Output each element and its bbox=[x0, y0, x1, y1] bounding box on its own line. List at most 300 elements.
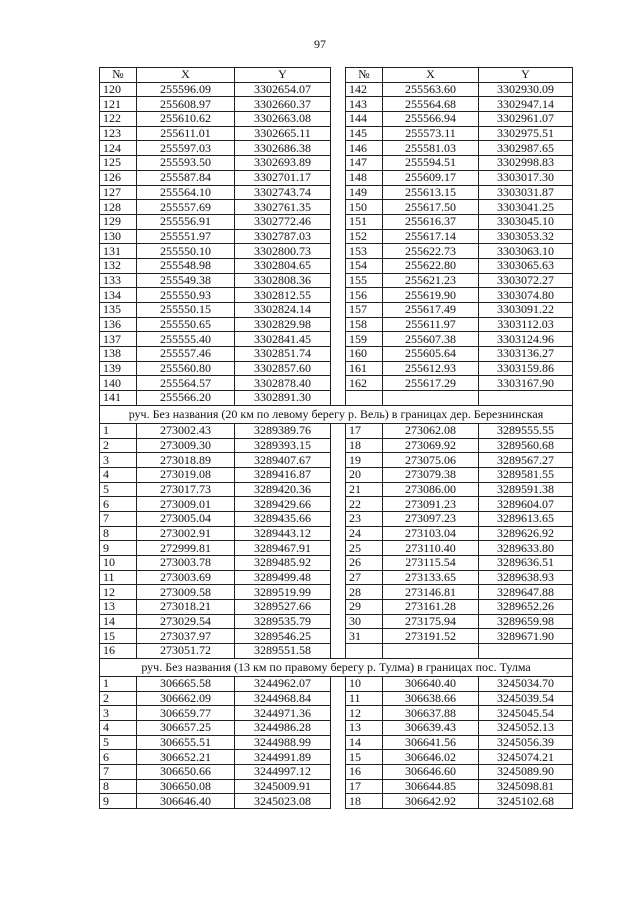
x-coordinate-right: 273115.54 bbox=[383, 556, 479, 571]
point-number: 126 bbox=[100, 170, 137, 185]
y-coordinate: 3302812.55 bbox=[235, 288, 331, 303]
column-gap bbox=[331, 556, 346, 571]
x-coordinate: 255550.15 bbox=[137, 303, 235, 318]
y-coordinate-right: 3289604.07 bbox=[479, 497, 573, 512]
x-coordinate-right: 255581.03 bbox=[383, 141, 479, 156]
x-coordinate-right: 255617.14 bbox=[383, 229, 479, 244]
y-coordinate: 3302787.03 bbox=[235, 229, 331, 244]
point-number-right: 26 bbox=[346, 556, 383, 571]
table-row bbox=[100, 794, 573, 809]
table-row bbox=[100, 691, 573, 706]
y-coordinate: 3302686.38 bbox=[235, 141, 331, 156]
point-number: 132 bbox=[100, 258, 137, 273]
y-coordinate: 3302665.11 bbox=[235, 126, 331, 141]
y-coordinate-right: 3303053.32 bbox=[479, 229, 573, 244]
y-coordinate-right: 3303072.27 bbox=[479, 273, 573, 288]
column-gap bbox=[331, 706, 346, 721]
y-coordinate-right bbox=[479, 644, 573, 659]
y-coordinate-right: 3245034.70 bbox=[479, 676, 573, 691]
column-gap bbox=[331, 288, 346, 303]
point-number-right: 21 bbox=[346, 482, 383, 497]
column-gap bbox=[331, 229, 346, 244]
point-number-right: 24 bbox=[346, 526, 383, 541]
table-row bbox=[100, 332, 573, 347]
y-coordinate: 3289535.79 bbox=[235, 614, 331, 629]
y-coordinate: 3289499.48 bbox=[235, 570, 331, 585]
x-coordinate-right: 255617.49 bbox=[383, 303, 479, 318]
x-coordinate: 273051.72 bbox=[137, 644, 235, 659]
header-x: X bbox=[137, 68, 235, 83]
point-number: 123 bbox=[100, 126, 137, 141]
x-coordinate: 272999.81 bbox=[137, 541, 235, 556]
x-coordinate: 273009.30 bbox=[137, 438, 235, 453]
point-number: 5 bbox=[100, 482, 137, 497]
table-row bbox=[100, 629, 573, 644]
x-coordinate-right: 306640.40 bbox=[383, 676, 479, 691]
x-coordinate: 255593.50 bbox=[137, 156, 235, 171]
y-coordinate: 3302878.40 bbox=[235, 376, 331, 391]
section-title-row bbox=[100, 658, 573, 676]
point-number-right: 155 bbox=[346, 273, 383, 288]
y-coordinate: 3289527.66 bbox=[235, 600, 331, 615]
table-row bbox=[100, 482, 573, 497]
y-coordinate-right: 3303124.96 bbox=[479, 332, 573, 347]
point-number-right: 22 bbox=[346, 497, 383, 512]
column-gap bbox=[331, 541, 346, 556]
column-gap bbox=[331, 68, 346, 83]
x-coordinate-right: 273097.23 bbox=[383, 511, 479, 526]
point-number-right: 149 bbox=[346, 185, 383, 200]
point-number-right: 154 bbox=[346, 258, 383, 273]
x-coordinate: 273003.78 bbox=[137, 556, 235, 571]
column-gap bbox=[331, 97, 346, 112]
column-gap bbox=[331, 438, 346, 453]
page-number: 97 bbox=[314, 37, 326, 51]
y-coordinate-right: 3289591.38 bbox=[479, 482, 573, 497]
y-coordinate-right: 3245045.54 bbox=[479, 706, 573, 721]
x-coordinate: 306655.51 bbox=[137, 735, 235, 750]
table-row bbox=[100, 317, 573, 332]
y-coordinate: 3244968.84 bbox=[235, 691, 331, 706]
table-row bbox=[100, 126, 573, 141]
point-number: 124 bbox=[100, 141, 137, 156]
point-number: 2 bbox=[100, 691, 137, 706]
column-gap bbox=[331, 112, 346, 127]
table-row bbox=[100, 258, 573, 273]
x-coordinate-right: 255616.37 bbox=[383, 214, 479, 229]
y-coordinate-right: 3303045.10 bbox=[479, 214, 573, 229]
point-number-right: 31 bbox=[346, 629, 383, 644]
point-number: 2 bbox=[100, 438, 137, 453]
y-coordinate-right: 3289560.68 bbox=[479, 438, 573, 453]
y-coordinate-right: 3302961.07 bbox=[479, 112, 573, 127]
table-header-row bbox=[100, 68, 573, 83]
section-title-row bbox=[100, 405, 573, 423]
x-coordinate: 255557.69 bbox=[137, 200, 235, 215]
x-coordinate: 273002.91 bbox=[137, 526, 235, 541]
x-coordinate-right: 255617.50 bbox=[383, 200, 479, 215]
x-coordinate: 273018.89 bbox=[137, 453, 235, 468]
x-coordinate: 306665.58 bbox=[137, 676, 235, 691]
point-number-right bbox=[346, 644, 383, 659]
x-coordinate: 306657.25 bbox=[137, 720, 235, 735]
y-coordinate-right: 3303074.80 bbox=[479, 288, 573, 303]
column-gap bbox=[331, 794, 346, 809]
point-number-right: 143 bbox=[346, 97, 383, 112]
x-coordinate-right: 273062.08 bbox=[383, 423, 479, 438]
x-coordinate: 273009.58 bbox=[137, 585, 235, 600]
x-coordinate-right: 255594.51 bbox=[383, 156, 479, 171]
x-coordinate-right: 255564.68 bbox=[383, 97, 479, 112]
table-row bbox=[100, 391, 573, 406]
y-coordinate: 3302891.30 bbox=[235, 391, 331, 406]
point-number: 128 bbox=[100, 200, 137, 215]
table-row bbox=[100, 764, 573, 779]
x-coordinate: 255548.98 bbox=[137, 258, 235, 273]
point-number: 130 bbox=[100, 229, 137, 244]
table-row bbox=[100, 185, 573, 200]
point-number: 137 bbox=[100, 332, 137, 347]
point-number: 6 bbox=[100, 497, 137, 512]
x-coordinate: 255597.03 bbox=[137, 141, 235, 156]
y-coordinate-right: 3303112.03 bbox=[479, 317, 573, 332]
point-number-right: 162 bbox=[346, 376, 383, 391]
x-coordinate-right: 255622.80 bbox=[383, 258, 479, 273]
y-coordinate: 3302800.73 bbox=[235, 244, 331, 259]
column-gap bbox=[331, 735, 346, 750]
y-coordinate: 3302857.60 bbox=[235, 361, 331, 376]
column-gap bbox=[331, 644, 346, 659]
table-row bbox=[100, 112, 573, 127]
point-number: 135 bbox=[100, 303, 137, 318]
y-coordinate: 3289485.92 bbox=[235, 556, 331, 571]
x-coordinate-right: 255613.15 bbox=[383, 185, 479, 200]
x-coordinate-right: 255566.94 bbox=[383, 112, 479, 127]
point-number: 15 bbox=[100, 629, 137, 644]
column-gap bbox=[331, 600, 346, 615]
section-title: руч. Без названия (13 км по правому берегу р. Тулма) в границах пос. Тулма bbox=[100, 658, 573, 676]
point-number-right: 14 bbox=[346, 735, 383, 750]
y-coordinate-right: 3303091.22 bbox=[479, 303, 573, 318]
table-row bbox=[100, 644, 573, 659]
point-number: 9 bbox=[100, 794, 137, 809]
column-gap bbox=[331, 332, 346, 347]
column-gap bbox=[331, 126, 346, 141]
x-coordinate-right: 273191.52 bbox=[383, 629, 479, 644]
y-coordinate-right: 3303041.25 bbox=[479, 200, 573, 215]
point-number: 133 bbox=[100, 273, 137, 288]
x-coordinate: 306646.40 bbox=[137, 794, 235, 809]
y-coordinate: 3302654.07 bbox=[235, 82, 331, 97]
y-coordinate-right: 3302975.51 bbox=[479, 126, 573, 141]
x-coordinate-right: 255605.64 bbox=[383, 347, 479, 362]
table-row bbox=[100, 750, 573, 765]
column-gap bbox=[331, 156, 346, 171]
y-coordinate: 3289435.66 bbox=[235, 511, 331, 526]
point-number-right: 158 bbox=[346, 317, 383, 332]
y-coordinate: 3289443.12 bbox=[235, 526, 331, 541]
point-number-right: 150 bbox=[346, 200, 383, 215]
x-coordinate: 255611.01 bbox=[137, 126, 235, 141]
y-coordinate: 3302693.89 bbox=[235, 156, 331, 171]
point-number: 7 bbox=[100, 511, 137, 526]
table-row bbox=[100, 438, 573, 453]
x-coordinate-right: 255573.11 bbox=[383, 126, 479, 141]
y-coordinate: 3302829.98 bbox=[235, 317, 331, 332]
x-coordinate: 255550.65 bbox=[137, 317, 235, 332]
x-coordinate: 273029.54 bbox=[137, 614, 235, 629]
point-number-right: 17 bbox=[346, 779, 383, 794]
y-coordinate-right: 3245052.13 bbox=[479, 720, 573, 735]
table-row bbox=[100, 511, 573, 526]
x-coordinate-right: 273146.81 bbox=[383, 585, 479, 600]
table-row bbox=[100, 585, 573, 600]
point-number: 13 bbox=[100, 600, 137, 615]
y-coordinate-right: 3289659.98 bbox=[479, 614, 573, 629]
section-title: руч. Без названия (20 км по левому берегу р. Вель) в границах дер. Березнинская bbox=[100, 405, 573, 423]
y-coordinate-right: 3245056.39 bbox=[479, 735, 573, 750]
column-gap bbox=[331, 497, 346, 512]
y-coordinate: 3289546.25 bbox=[235, 629, 331, 644]
point-number: 3 bbox=[100, 706, 137, 721]
table-row bbox=[100, 453, 573, 468]
x-coordinate-right bbox=[383, 391, 479, 406]
y-coordinate-right: 3289626.92 bbox=[479, 526, 573, 541]
y-coordinate-right: 3245074.21 bbox=[479, 750, 573, 765]
table-row bbox=[100, 200, 573, 215]
y-coordinate-right: 3303063.10 bbox=[479, 244, 573, 259]
point-number-right: 18 bbox=[346, 794, 383, 809]
y-coordinate: 3244986.28 bbox=[235, 720, 331, 735]
table-row bbox=[100, 156, 573, 171]
table-row bbox=[100, 376, 573, 391]
x-coordinate: 255564.57 bbox=[137, 376, 235, 391]
y-coordinate: 3245009.91 bbox=[235, 779, 331, 794]
y-coordinate-right bbox=[479, 391, 573, 406]
point-number-right bbox=[346, 391, 383, 406]
x-coordinate: 255596.09 bbox=[137, 82, 235, 97]
column-gap bbox=[331, 453, 346, 468]
table-row bbox=[100, 423, 573, 438]
point-number-right: 18 bbox=[346, 438, 383, 453]
x-coordinate-right: 255607.38 bbox=[383, 332, 479, 347]
point-number: 4 bbox=[100, 720, 137, 735]
coordinates-table bbox=[99, 67, 573, 809]
x-coordinate-right: 255619.90 bbox=[383, 288, 479, 303]
y-coordinate-right: 3289633.80 bbox=[479, 541, 573, 556]
y-coordinate: 3289519.99 bbox=[235, 585, 331, 600]
y-coordinate-right: 3289647.88 bbox=[479, 585, 573, 600]
point-number: 125 bbox=[100, 156, 137, 171]
table-row bbox=[100, 273, 573, 288]
point-number: 8 bbox=[100, 526, 137, 541]
y-coordinate: 3244988.99 bbox=[235, 735, 331, 750]
x-coordinate: 255608.97 bbox=[137, 97, 235, 112]
point-number-right: 145 bbox=[346, 126, 383, 141]
point-number: 134 bbox=[100, 288, 137, 303]
x-coordinate-right: 273075.06 bbox=[383, 453, 479, 468]
point-number-right: 15 bbox=[346, 750, 383, 765]
point-number: 9 bbox=[100, 541, 137, 556]
table-row bbox=[100, 82, 573, 97]
x-coordinate: 306650.66 bbox=[137, 764, 235, 779]
y-coordinate-right: 3303031.87 bbox=[479, 185, 573, 200]
column-gap bbox=[331, 214, 346, 229]
point-number: 138 bbox=[100, 347, 137, 362]
x-coordinate-right: 255612.93 bbox=[383, 361, 479, 376]
point-number-right: 16 bbox=[346, 764, 383, 779]
point-number: 6 bbox=[100, 750, 137, 765]
column-gap bbox=[331, 82, 346, 97]
column-gap bbox=[331, 614, 346, 629]
point-number: 16 bbox=[100, 644, 137, 659]
x-coordinate: 255550.93 bbox=[137, 288, 235, 303]
column-gap bbox=[331, 676, 346, 691]
x-coordinate-right: 273069.92 bbox=[383, 438, 479, 453]
y-coordinate: 3244962.07 bbox=[235, 676, 331, 691]
x-coordinate-right: 306646.60 bbox=[383, 764, 479, 779]
header-y: Y bbox=[235, 68, 331, 83]
point-number-right: 25 bbox=[346, 541, 383, 556]
x-coordinate: 255560.80 bbox=[137, 361, 235, 376]
point-number-right: 157 bbox=[346, 303, 383, 318]
x-coordinate: 255566.20 bbox=[137, 391, 235, 406]
point-number-right: 27 bbox=[346, 570, 383, 585]
table-row bbox=[100, 541, 573, 556]
point-number: 1 bbox=[100, 423, 137, 438]
point-number: 129 bbox=[100, 214, 137, 229]
point-number: 4 bbox=[100, 467, 137, 482]
point-number-right: 10 bbox=[346, 676, 383, 691]
x-coordinate: 255551.97 bbox=[137, 229, 235, 244]
table-row bbox=[100, 614, 573, 629]
y-coordinate: 3289389.76 bbox=[235, 423, 331, 438]
y-coordinate: 3302761.35 bbox=[235, 200, 331, 215]
x-coordinate-right: 273110.40 bbox=[383, 541, 479, 556]
point-number-right: 30 bbox=[346, 614, 383, 629]
y-coordinate-right: 3303065.63 bbox=[479, 258, 573, 273]
y-coordinate: 3245023.08 bbox=[235, 794, 331, 809]
y-coordinate-right: 3302947.14 bbox=[479, 97, 573, 112]
column-gap bbox=[331, 244, 346, 259]
column-gap bbox=[331, 629, 346, 644]
y-coordinate-right: 3303167.90 bbox=[479, 376, 573, 391]
y-coordinate: 3289429.66 bbox=[235, 497, 331, 512]
table-row bbox=[100, 779, 573, 794]
table-row bbox=[100, 229, 573, 244]
column-gap bbox=[331, 691, 346, 706]
y-coordinate: 3302663.08 bbox=[235, 112, 331, 127]
y-coordinate-right: 3289555.55 bbox=[479, 423, 573, 438]
y-coordinate-right: 3302998.83 bbox=[479, 156, 573, 171]
y-coordinate: 3302851.74 bbox=[235, 347, 331, 362]
column-gap bbox=[331, 482, 346, 497]
x-coordinate-right: 273175.94 bbox=[383, 614, 479, 629]
point-number: 10 bbox=[100, 556, 137, 571]
column-gap bbox=[331, 376, 346, 391]
y-coordinate-right: 3289671.90 bbox=[479, 629, 573, 644]
column-gap bbox=[331, 720, 346, 735]
x-coordinate: 306650.08 bbox=[137, 779, 235, 794]
header-number-right: № bbox=[346, 68, 383, 83]
point-number-right: 161 bbox=[346, 361, 383, 376]
column-gap bbox=[331, 391, 346, 406]
column-gap bbox=[331, 347, 346, 362]
table-row bbox=[100, 141, 573, 156]
point-number: 8 bbox=[100, 779, 137, 794]
column-gap bbox=[331, 570, 346, 585]
column-gap bbox=[331, 467, 346, 482]
y-coordinate-right: 3303136.27 bbox=[479, 347, 573, 362]
table-row bbox=[100, 214, 573, 229]
table-row bbox=[100, 556, 573, 571]
table-row bbox=[100, 244, 573, 259]
table-row bbox=[100, 720, 573, 735]
y-coordinate: 3302808.36 bbox=[235, 273, 331, 288]
point-number-right: 28 bbox=[346, 585, 383, 600]
y-coordinate-right: 3302987.65 bbox=[479, 141, 573, 156]
y-coordinate: 3289467.91 bbox=[235, 541, 331, 556]
point-number: 136 bbox=[100, 317, 137, 332]
point-number-right: 13 bbox=[346, 720, 383, 735]
x-coordinate: 273019.08 bbox=[137, 467, 235, 482]
x-coordinate: 255610.62 bbox=[137, 112, 235, 127]
point-number: 14 bbox=[100, 614, 137, 629]
x-coordinate-right: 306641.56 bbox=[383, 735, 479, 750]
point-number: 140 bbox=[100, 376, 137, 391]
column-gap bbox=[331, 185, 346, 200]
table-row bbox=[100, 600, 573, 615]
x-coordinate-right: 273091.23 bbox=[383, 497, 479, 512]
table-row bbox=[100, 526, 573, 541]
point-number: 127 bbox=[100, 185, 137, 200]
x-coordinate: 255549.38 bbox=[137, 273, 235, 288]
point-number-right: 148 bbox=[346, 170, 383, 185]
point-number: 11 bbox=[100, 570, 137, 585]
point-number: 3 bbox=[100, 453, 137, 468]
column-gap bbox=[331, 779, 346, 794]
x-coordinate-right: 273086.00 bbox=[383, 482, 479, 497]
x-coordinate-right: 255563.60 bbox=[383, 82, 479, 97]
column-gap bbox=[331, 170, 346, 185]
column-gap bbox=[331, 258, 346, 273]
y-coordinate-right: 3289581.55 bbox=[479, 467, 573, 482]
x-coordinate: 255564.10 bbox=[137, 185, 235, 200]
y-coordinate-right: 3245039.54 bbox=[479, 691, 573, 706]
y-coordinate: 3244991.89 bbox=[235, 750, 331, 765]
column-gap bbox=[331, 585, 346, 600]
y-coordinate-right: 3289567.27 bbox=[479, 453, 573, 468]
coordinates-table-body bbox=[100, 68, 573, 809]
point-number-right: 159 bbox=[346, 332, 383, 347]
x-coordinate: 306659.77 bbox=[137, 706, 235, 721]
x-coordinate-right: 255621.23 bbox=[383, 273, 479, 288]
y-coordinate-right: 3245089.90 bbox=[479, 764, 573, 779]
point-number: 139 bbox=[100, 361, 137, 376]
point-number-right: 152 bbox=[346, 229, 383, 244]
table-row bbox=[100, 303, 573, 318]
x-coordinate: 273017.73 bbox=[137, 482, 235, 497]
y-coordinate-right: 3289652.26 bbox=[479, 600, 573, 615]
y-coordinate: 3289393.15 bbox=[235, 438, 331, 453]
table-row bbox=[100, 570, 573, 585]
point-number-right: 144 bbox=[346, 112, 383, 127]
y-coordinate-right: 3289613.65 bbox=[479, 511, 573, 526]
point-number-right: 151 bbox=[346, 214, 383, 229]
point-number-right: 23 bbox=[346, 511, 383, 526]
column-gap bbox=[331, 317, 346, 332]
x-coordinate-right: 273103.04 bbox=[383, 526, 479, 541]
